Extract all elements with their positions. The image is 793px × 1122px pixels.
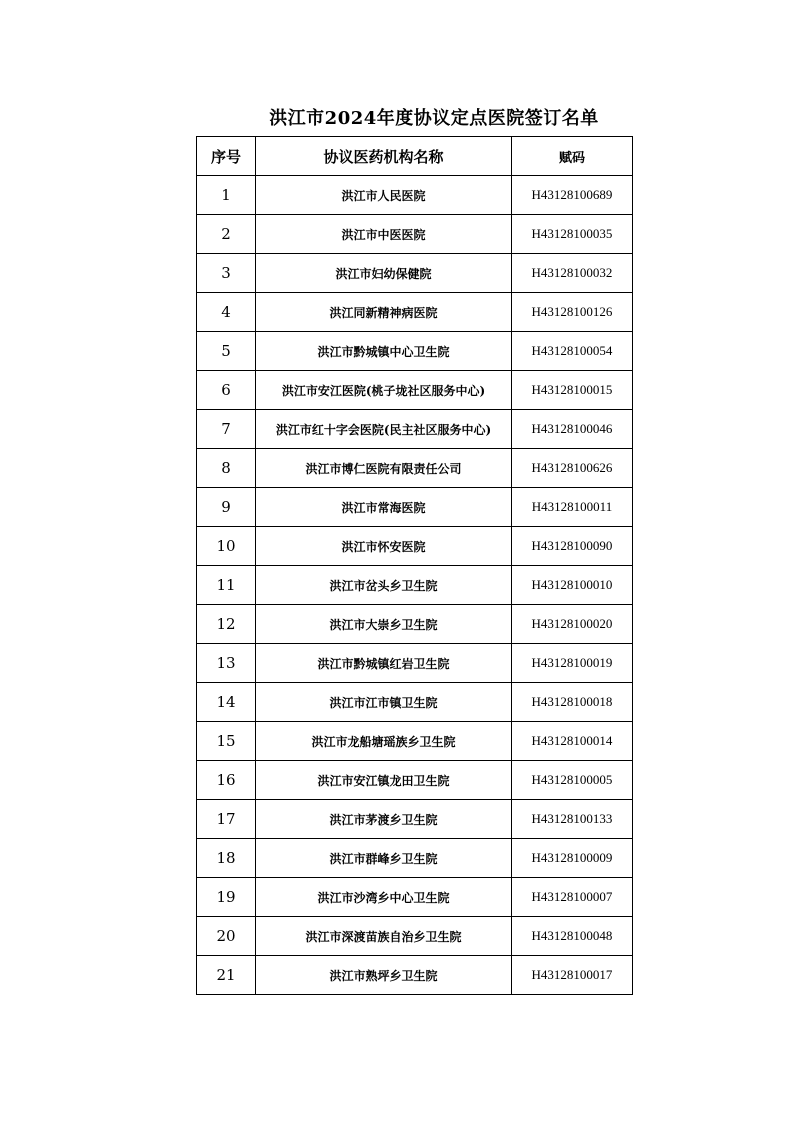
table-row [197,683,633,722]
row-serial-number: 21 [197,956,256,995]
row-serial-number: 20 [197,917,256,956]
row-serial-number: 9 [197,488,256,527]
table-row [197,722,633,761]
table-row [197,254,633,293]
row-code: H43128100014 [512,722,633,761]
row-code: H43128100054 [512,332,633,371]
table-row [197,176,633,215]
row-serial-number: 19 [197,878,256,917]
row-institution-name: 洪江同新精神病医院 [256,293,512,332]
row-code: H43128100035 [512,215,633,254]
row-institution-name: 洪江市深渡苗族自治乡卫生院 [256,917,512,956]
table-body [197,176,633,995]
row-code: H43128100005 [512,761,633,800]
row-institution-name: 洪江市安江医院(桃子垅社区服务中心) [256,371,512,410]
row-institution-name: 洪江市龙船塘瑶族乡卫生院 [256,722,512,761]
row-institution-name: 洪江市红十字会医院(民主社区服务中心) [256,410,512,449]
table-row [197,956,633,995]
row-serial-number: 6 [197,371,256,410]
row-institution-name: 洪江市熟坪乡卫生院 [256,956,512,995]
row-institution-name: 洪江市常海医院 [256,488,512,527]
row-code: H43128100010 [512,566,633,605]
table-row [197,917,633,956]
table-row [197,332,633,371]
row-serial-number: 15 [197,722,256,761]
row-institution-name: 洪江市怀安医院 [256,527,512,566]
table-row [197,566,633,605]
table-row [197,293,633,332]
table-row [197,878,633,917]
row-serial-number: 16 [197,761,256,800]
row-code: H43128100090 [512,527,633,566]
row-serial-number: 2 [197,215,256,254]
row-code: H43128100689 [512,176,633,215]
table-row [197,488,633,527]
table-row [197,449,633,488]
row-code: H43128100048 [512,917,633,956]
header-serial-number: 序号 [197,137,256,176]
table-row [197,410,633,449]
header-code: 赋码 [512,137,633,176]
table-row [197,215,633,254]
row-serial-number: 1 [197,176,256,215]
row-institution-name: 洪江市黔城镇红岩卫生院 [256,644,512,683]
table-row [197,527,633,566]
row-institution-name: 洪江市茅渡乡卫生院 [256,800,512,839]
row-code: H43128100007 [512,878,633,917]
row-serial-number: 13 [197,644,256,683]
table-header-row [197,137,633,176]
header-institution-name: 协议医药机构名称 [256,137,512,176]
row-serial-number: 10 [197,527,256,566]
row-institution-name: 洪江市安江镇龙田卫生院 [256,761,512,800]
row-code: H43128100020 [512,605,633,644]
table-row [197,800,633,839]
row-institution-name: 洪江市博仁医院有限责任公司 [256,449,512,488]
row-code: H43128100032 [512,254,633,293]
row-institution-name: 洪江市中医医院 [256,215,512,254]
row-serial-number: 8 [197,449,256,488]
row-institution-name: 洪江市黔城镇中心卫生院 [256,332,512,371]
row-institution-name: 洪江市沙湾乡中心卫生院 [256,878,512,917]
hospital-list-table [196,136,633,995]
row-serial-number: 4 [197,293,256,332]
row-serial-number: 17 [197,800,256,839]
table-row [197,761,633,800]
row-institution-name: 洪江市妇幼保健院 [256,254,512,293]
row-serial-number: 14 [197,683,256,722]
row-code: H43128100009 [512,839,633,878]
table-row [197,839,633,878]
row-serial-number: 18 [197,839,256,878]
row-institution-name: 洪江市大崇乡卫生院 [256,605,512,644]
row-serial-number: 12 [197,605,256,644]
row-code: H43128100046 [512,410,633,449]
row-code: H43128100018 [512,683,633,722]
row-code: H43128100015 [512,371,633,410]
row-serial-number: 7 [197,410,256,449]
table-row [197,371,633,410]
row-code: H43128100626 [512,449,633,488]
row-serial-number: 5 [197,332,256,371]
row-code: H43128100019 [512,644,633,683]
row-institution-name: 洪江市人民医院 [256,176,512,215]
table-row [197,644,633,683]
document-title: 洪江市2024年度协议定点医院签订名单 [269,108,599,129]
row-code: H43128100017 [512,956,633,995]
row-code: H43128100126 [512,293,633,332]
row-institution-name: 洪江市江市镇卫生院 [256,683,512,722]
row-serial-number: 11 [197,566,256,605]
table-row [197,605,633,644]
row-serial-number: 3 [197,254,256,293]
row-institution-name: 洪江市岔头乡卫生院 [256,566,512,605]
row-code: H43128100133 [512,800,633,839]
row-institution-name: 洪江市群峰乡卫生院 [256,839,512,878]
row-code: H43128100011 [512,488,633,527]
